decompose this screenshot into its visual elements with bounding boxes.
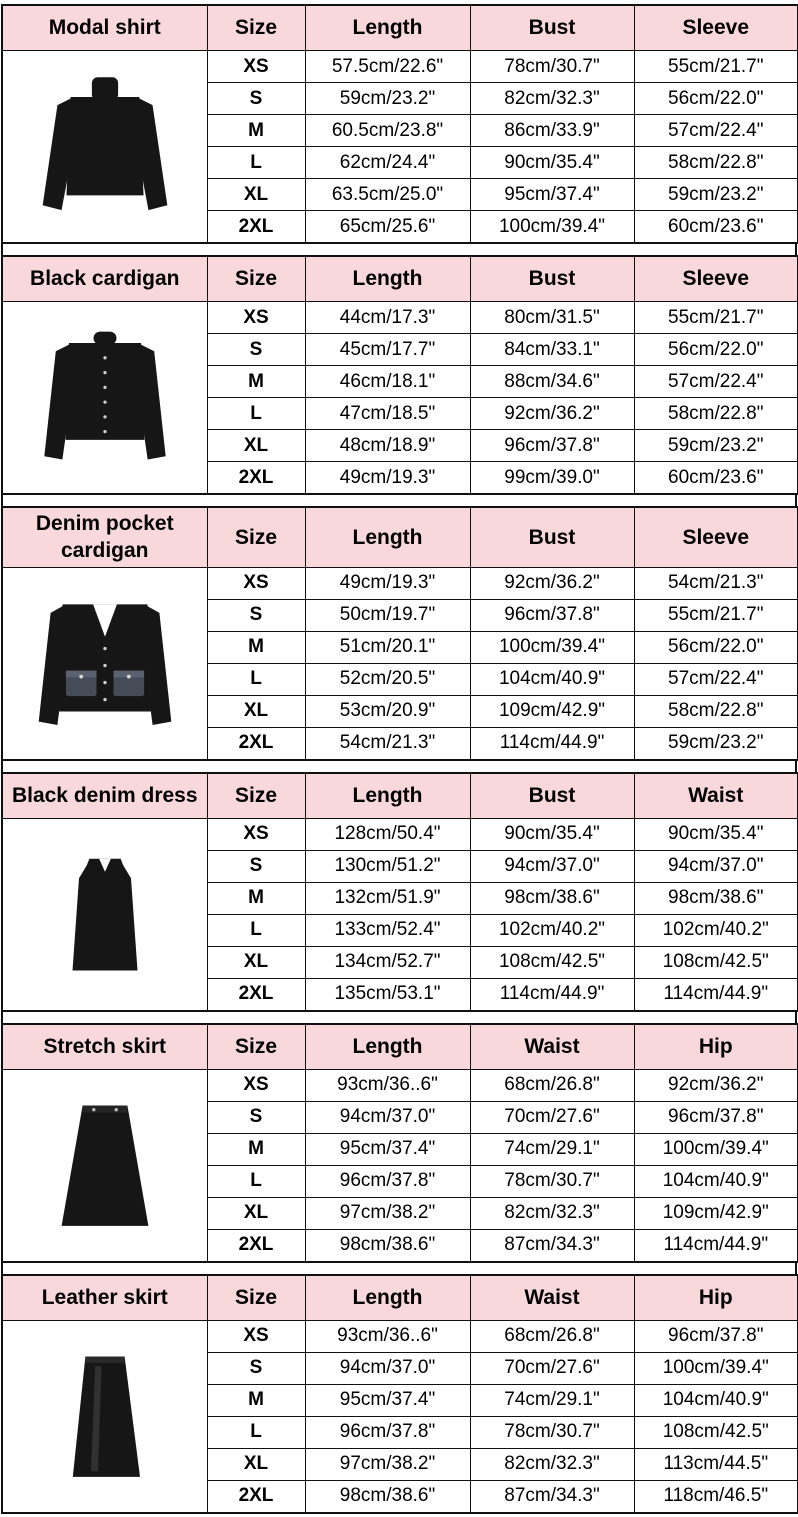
- column-header: Bust: [470, 773, 634, 819]
- size-label: XS: [207, 51, 305, 83]
- column-header: Waist: [470, 1275, 634, 1321]
- size-label: L: [207, 663, 305, 695]
- measurement-value: 99cm/39.0": [470, 462, 634, 495]
- size-label: XS: [207, 1320, 305, 1352]
- measurement-value: 55cm/21.7": [634, 599, 798, 631]
- measurement-value: 96cm/37.8": [470, 599, 634, 631]
- table-gap: [1, 495, 797, 506]
- measurement-value: 86cm/33.9": [470, 115, 634, 147]
- product-image-modal-shirt: [2, 51, 207, 244]
- measurement-value: 57cm/22.4": [634, 366, 798, 398]
- size-label: S: [207, 1101, 305, 1133]
- product-image-denim-pocket-cardigan: [2, 567, 207, 760]
- table-gap: [1, 1263, 797, 1274]
- measurement-value: 57cm/22.4": [634, 115, 798, 147]
- column-header: Length: [305, 507, 470, 567]
- measurement-value: 94cm/37.0": [305, 1352, 470, 1384]
- column-header: Size: [207, 1024, 305, 1070]
- size-label: XL: [207, 946, 305, 978]
- measurement-value: 104cm/40.9": [634, 1384, 798, 1416]
- table-row: [2, 818, 798, 850]
- measurement-value: 98cm/38.6": [470, 882, 634, 914]
- size-label: M: [207, 1384, 305, 1416]
- product-image-stretch-skirt: [2, 1069, 207, 1262]
- table-row: [2, 1069, 798, 1101]
- measurement-value: 93cm/36..6": [305, 1320, 470, 1352]
- size-chart-table-black-cardigan: [1, 255, 798, 495]
- measurement-value: 114cm/44.9": [470, 727, 634, 760]
- size-chart-table-denim-pocket-cardigan: [1, 506, 798, 761]
- measurement-value: 70cm/27.6": [470, 1101, 634, 1133]
- product-name: Denim pocket cardigan: [2, 507, 207, 567]
- table-gap: [1, 1012, 797, 1023]
- size-chart-table-modal-shirt: [1, 4, 798, 244]
- measurement-value: 102cm/40.2": [470, 914, 634, 946]
- measurement-value: 90cm/35.4": [470, 818, 634, 850]
- product-name: Leather skirt: [2, 1275, 207, 1321]
- black-denim-dress-icon: [40, 823, 170, 1005]
- size-label: XS: [207, 302, 305, 334]
- measurement-value: 114cm/44.9": [634, 978, 798, 1011]
- size-label: 2XL: [207, 727, 305, 760]
- column-header: Hip: [634, 1024, 798, 1070]
- product-name: Black cardigan: [2, 256, 207, 302]
- size-label: XS: [207, 1069, 305, 1101]
- measurement-value: 78cm/30.7": [470, 51, 634, 83]
- measurement-value: 54cm/21.3": [305, 727, 470, 760]
- measurement-value: 96cm/37.8": [470, 430, 634, 462]
- modal-shirt-icon: [23, 57, 187, 237]
- size-chart-table-stretch-skirt: [1, 1023, 798, 1263]
- measurement-value: 58cm/22.8": [634, 398, 798, 430]
- size-label: L: [207, 914, 305, 946]
- measurement-value: 95cm/37.4": [305, 1384, 470, 1416]
- measurement-value: 92cm/36.2": [470, 567, 634, 599]
- measurement-value: 62cm/24.4": [305, 147, 470, 179]
- measurement-value: 57cm/22.4": [634, 663, 798, 695]
- measurement-value: 60cm/23.6": [634, 462, 798, 495]
- product-image-black-denim-dress: [2, 818, 207, 1011]
- column-header: Length: [305, 5, 470, 51]
- measurement-value: 92cm/36.2": [470, 398, 634, 430]
- size-label: 2XL: [207, 211, 305, 244]
- product-name: Stretch skirt: [2, 1024, 207, 1070]
- table-row: [2, 51, 798, 83]
- black-cardigan-icon: [23, 309, 187, 487]
- measurement-value: 94cm/37.0": [470, 850, 634, 882]
- measurement-value: 82cm/32.3": [470, 83, 634, 115]
- measurement-value: 97cm/38.2": [305, 1197, 470, 1229]
- measurement-value: 108cm/42.5": [470, 946, 634, 978]
- size-label: XL: [207, 179, 305, 211]
- column-header: Size: [207, 5, 305, 51]
- measurement-value: 94cm/37.0": [634, 850, 798, 882]
- size-label: M: [207, 1133, 305, 1165]
- measurement-value: 44cm/17.3": [305, 302, 470, 334]
- column-header: Hip: [634, 1275, 798, 1321]
- measurement-value: 88cm/34.6": [470, 366, 634, 398]
- measurement-value: 59cm/23.2": [634, 727, 798, 760]
- size-label: L: [207, 1416, 305, 1448]
- measurement-value: 49cm/19.3": [305, 462, 470, 495]
- column-header: Sleeve: [634, 507, 798, 567]
- measurement-value: 90cm/35.4": [634, 818, 798, 850]
- measurement-value: 102cm/40.2": [634, 914, 798, 946]
- size-label: S: [207, 599, 305, 631]
- measurement-value: 100cm/39.4": [470, 211, 634, 244]
- measurement-value: 56cm/22.0": [634, 334, 798, 366]
- measurement-value: 59cm/23.2": [634, 179, 798, 211]
- measurement-value: 84cm/33.1": [470, 334, 634, 366]
- size-label: L: [207, 1165, 305, 1197]
- measurement-value: 80cm/31.5": [470, 302, 634, 334]
- column-header: Waist: [634, 773, 798, 819]
- measurement-value: 59cm/23.2": [305, 83, 470, 115]
- measurement-value: 132cm/51.9": [305, 882, 470, 914]
- measurement-value: 68cm/26.8": [470, 1069, 634, 1101]
- product-image-black-cardigan: [2, 302, 207, 495]
- leather-skirt-icon: [35, 1325, 175, 1507]
- column-header: Size: [207, 507, 305, 567]
- size-label: M: [207, 631, 305, 663]
- column-header: Length: [305, 1024, 470, 1070]
- measurement-value: 87cm/34.3": [470, 1480, 634, 1513]
- measurement-value: 68cm/26.8": [470, 1320, 634, 1352]
- table-row: [2, 302, 798, 334]
- measurement-value: 57.5cm/22.6": [305, 51, 470, 83]
- size-label: S: [207, 334, 305, 366]
- measurement-value: 78cm/30.7": [470, 1416, 634, 1448]
- measurement-value: 55cm/21.7": [634, 302, 798, 334]
- measurement-value: 70cm/27.6": [470, 1352, 634, 1384]
- measurement-value: 95cm/37.4": [470, 179, 634, 211]
- measurement-value: 113cm/44.5": [634, 1448, 798, 1480]
- measurement-value: 134cm/52.7": [305, 946, 470, 978]
- column-header: Length: [305, 773, 470, 819]
- measurement-value: 53cm/20.9": [305, 695, 470, 727]
- measurement-value: 59cm/23.2": [634, 430, 798, 462]
- measurement-value: 130cm/51.2": [305, 850, 470, 882]
- measurement-value: 87cm/34.3": [470, 1229, 634, 1262]
- product-name: Black denim dress: [2, 773, 207, 819]
- measurement-value: 108cm/42.5": [634, 1416, 798, 1448]
- measurement-value: 100cm/39.4": [470, 631, 634, 663]
- column-header: Sleeve: [634, 5, 798, 51]
- measurement-value: 56cm/22.0": [634, 83, 798, 115]
- column-header: Length: [305, 1275, 470, 1321]
- measurement-value: 45cm/17.7": [305, 334, 470, 366]
- measurement-value: 94cm/37.0": [305, 1101, 470, 1133]
- measurement-value: 63.5cm/25.0": [305, 179, 470, 211]
- measurement-value: 128cm/50.4": [305, 818, 470, 850]
- stretch-skirt-icon: [35, 1074, 175, 1256]
- measurement-value: 96cm/37.8": [634, 1320, 798, 1352]
- measurement-value: 90cm/35.4": [470, 147, 634, 179]
- measurement-value: 104cm/40.9": [634, 1165, 798, 1197]
- size-chart-table-black-denim-dress: [1, 772, 798, 1012]
- size-label: 2XL: [207, 1480, 305, 1513]
- measurement-value: 50cm/19.7": [305, 599, 470, 631]
- table-row: [2, 567, 798, 599]
- measurement-value: 114cm/44.9": [634, 1229, 798, 1262]
- measurement-value: 97cm/38.2": [305, 1448, 470, 1480]
- measurement-value: 49cm/19.3": [305, 567, 470, 599]
- size-label: S: [207, 83, 305, 115]
- measurement-value: 74cm/29.1": [470, 1133, 634, 1165]
- column-header: Length: [305, 256, 470, 302]
- measurement-value: 58cm/22.8": [634, 147, 798, 179]
- size-label: L: [207, 147, 305, 179]
- measurement-value: 51cm/20.1": [305, 631, 470, 663]
- size-label: S: [207, 1352, 305, 1384]
- measurement-value: 95cm/37.4": [305, 1133, 470, 1165]
- size-label: L: [207, 398, 305, 430]
- size-label: M: [207, 882, 305, 914]
- measurement-value: 98cm/38.6": [305, 1480, 470, 1513]
- measurement-value: 98cm/38.6": [305, 1229, 470, 1262]
- size-label: M: [207, 366, 305, 398]
- column-header: Size: [207, 256, 305, 302]
- product-image-leather-skirt: [2, 1320, 207, 1513]
- measurement-value: 108cm/42.5": [634, 946, 798, 978]
- table-row: [2, 1320, 798, 1352]
- measurement-value: 100cm/39.4": [634, 1133, 798, 1165]
- table-gap: [1, 244, 797, 255]
- measurement-value: 114cm/44.9": [470, 978, 634, 1011]
- measurement-value: 93cm/36..6": [305, 1069, 470, 1101]
- size-label: XL: [207, 695, 305, 727]
- size-label: XL: [207, 1448, 305, 1480]
- measurement-value: 100cm/39.4": [634, 1352, 798, 1384]
- measurement-value: 60cm/23.6": [634, 211, 798, 244]
- measurement-value: 46cm/18.1": [305, 366, 470, 398]
- measurement-value: 54cm/21.3": [634, 567, 798, 599]
- size-label: XS: [207, 818, 305, 850]
- measurement-value: 55cm/21.7": [634, 51, 798, 83]
- measurement-value: 56cm/22.0": [634, 631, 798, 663]
- measurement-value: 104cm/40.9": [470, 663, 634, 695]
- measurement-value: 82cm/32.3": [470, 1448, 634, 1480]
- column-header: Bust: [470, 5, 634, 51]
- measurement-value: 96cm/37.8": [305, 1416, 470, 1448]
- column-header: Bust: [470, 507, 634, 567]
- measurement-value: 96cm/37.8": [305, 1165, 470, 1197]
- table-gap: [1, 761, 797, 772]
- measurement-value: 78cm/30.7": [470, 1165, 634, 1197]
- measurement-value: 98cm/38.6": [634, 882, 798, 914]
- measurement-value: 65cm/25.6": [305, 211, 470, 244]
- size-label: XL: [207, 1197, 305, 1229]
- size-label: XS: [207, 567, 305, 599]
- measurement-value: 92cm/36.2": [634, 1069, 798, 1101]
- measurement-value: 82cm/32.3": [470, 1197, 634, 1229]
- size-label: 2XL: [207, 1229, 305, 1262]
- measurement-value: 109cm/42.9": [470, 695, 634, 727]
- size-label: 2XL: [207, 978, 305, 1011]
- size-label: S: [207, 850, 305, 882]
- column-header: Size: [207, 1275, 305, 1321]
- denim-pocket-cardigan-icon: [20, 575, 190, 751]
- size-chart-table-leather-skirt: [1, 1274, 798, 1514]
- measurement-value: 48cm/18.9": [305, 430, 470, 462]
- measurement-value: 74cm/29.1": [470, 1384, 634, 1416]
- size-label: XL: [207, 430, 305, 462]
- measurement-value: 47cm/18.5": [305, 398, 470, 430]
- product-name: Modal shirt: [2, 5, 207, 51]
- measurement-value: 52cm/20.5": [305, 663, 470, 695]
- column-header: Size: [207, 773, 305, 819]
- column-header: Sleeve: [634, 256, 798, 302]
- column-header: Bust: [470, 256, 634, 302]
- size-label: 2XL: [207, 462, 305, 495]
- column-header: Waist: [470, 1024, 634, 1070]
- measurement-value: 58cm/22.8": [634, 695, 798, 727]
- measurement-value: 109cm/42.9": [634, 1197, 798, 1229]
- size-label: M: [207, 115, 305, 147]
- measurement-value: 118cm/46.5": [634, 1480, 798, 1513]
- measurement-value: 96cm/37.8": [634, 1101, 798, 1133]
- measurement-value: 135cm/53.1": [305, 978, 470, 1011]
- measurement-value: 60.5cm/23.8": [305, 115, 470, 147]
- measurement-value: 133cm/52.4": [305, 914, 470, 946]
